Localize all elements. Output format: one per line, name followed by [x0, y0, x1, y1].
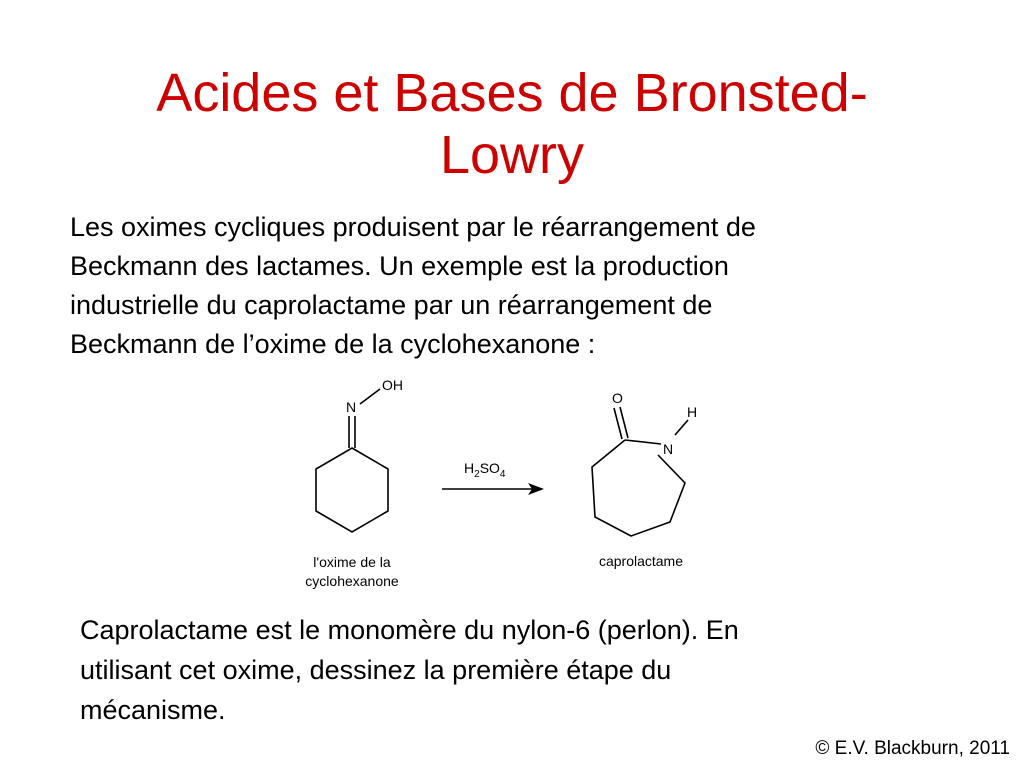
no-bond — [360, 389, 380, 404]
intro-paragraph — [70, 208, 970, 364]
lactam-n-atom: N — [663, 441, 674, 457]
oxime-n-atom: N — [346, 399, 357, 415]
question-line-3: mécanisme. — [80, 695, 226, 725]
intro-line-2: Beckmann des lactames. Un exemple est la production — [70, 251, 729, 281]
lactam-h-atom: H — [687, 404, 698, 420]
nh-bond — [675, 420, 688, 435]
oxime-oh-group: OH — [382, 377, 403, 393]
reagent-h2so4: $H_2SO_4$ — [464, 460, 506, 480]
intro-line-1: Les oximes cycliques produisent par le réarrangement de — [70, 212, 756, 242]
intro-line-4: Beckmann de l’oxime de la cyclohexanone : — [70, 329, 596, 359]
oxime-label-line-1: l'oxime de la — [313, 554, 391, 570]
copyright-footer: © E.V. Blackburn, 2011 — [815, 738, 1010, 759]
question-line-1: Caprolactame est le monomère du nylon-6 (perlon). En — [80, 615, 739, 645]
question-paragraph — [80, 610, 960, 730]
lactam-o-atom: O — [612, 390, 623, 406]
ch-n-carbonyl-bond — [625, 440, 661, 444]
slide-title-line-1: Acides et Bases de Bronsted- — [156, 63, 868, 123]
intro-line-3: industrielle du caprolactame par un réarrangement de — [70, 290, 713, 320]
slide-title — [0, 62, 1024, 186]
cyclohexane-ring — [316, 448, 388, 532]
slide-title-line-2: Lowry — [439, 125, 585, 185]
oxime-label-line-2: cyclohexanone — [305, 573, 399, 589]
caprolactam-structure — [592, 407, 688, 536]
caprolactam-label: caprolactame — [598, 553, 684, 569]
reaction-arrow — [442, 483, 544, 495]
reaction-scheme — [280, 372, 720, 602]
question-line-2: utilisant cet oxime, dessinez la première étape du — [80, 655, 672, 685]
